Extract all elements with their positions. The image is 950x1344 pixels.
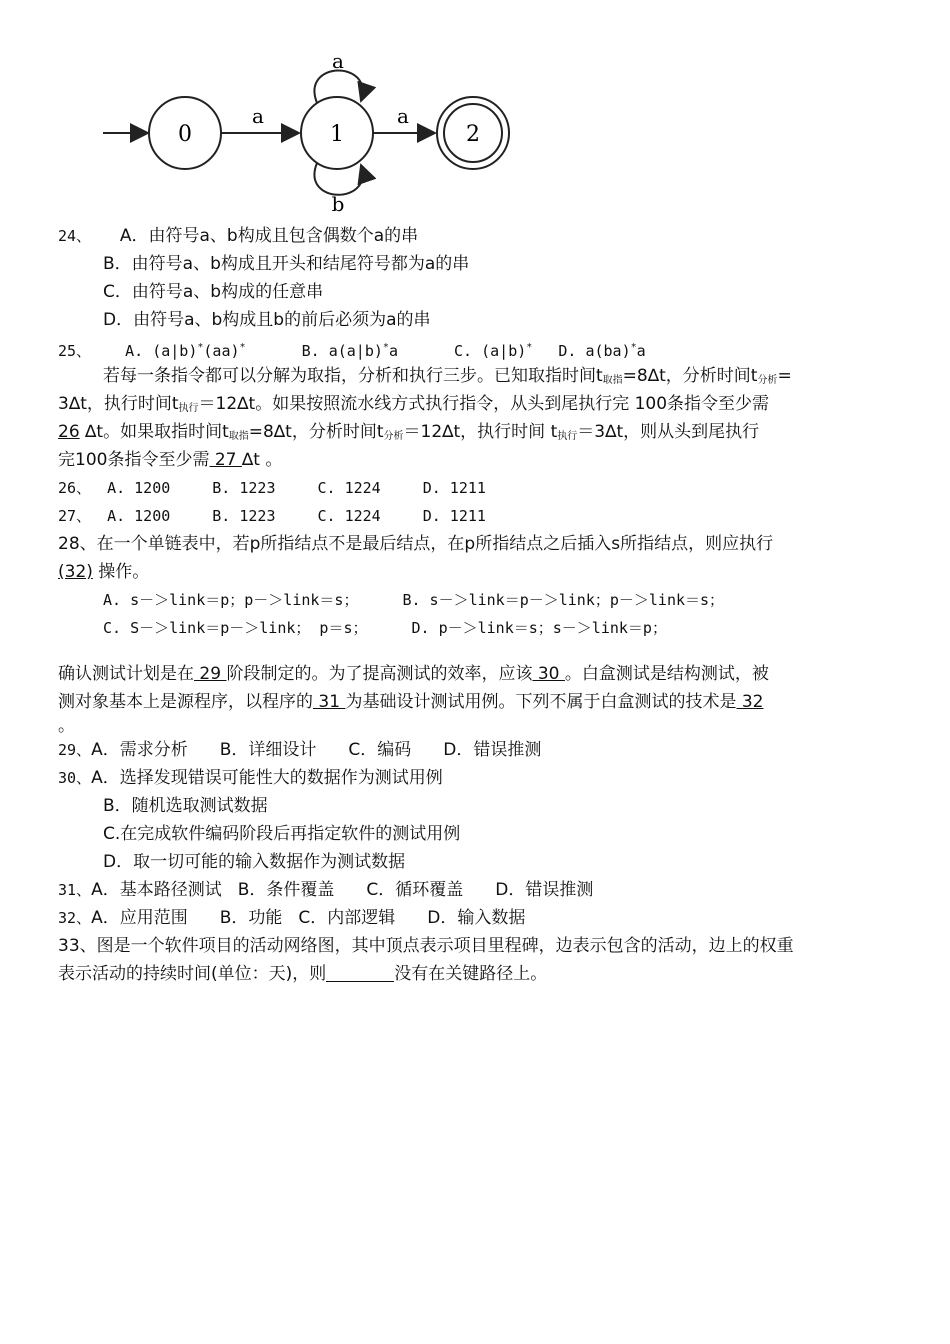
blank-32-q28: (32) [58, 562, 93, 582]
q32-option-d: D．输入数据 [427, 908, 526, 928]
q29-number: 29、 [58, 741, 92, 759]
blank-32: 32 [736, 692, 764, 712]
q25-d-sup: * [630, 342, 637, 353]
q28-option-a: A. s－＞link＝p；p－＞link＝s； [103, 591, 359, 609]
q32-line [58, 904, 525, 932]
q32-option-a: A．应用范围 [91, 908, 188, 928]
q32-option-b: B．功能 [219, 908, 283, 928]
sub-analyze-2: 分析 [383, 431, 404, 442]
q31-option-a: A．基本路径测试 [91, 880, 222, 900]
q29-option-c: C．编码 [348, 740, 412, 760]
q27-option-b: B. 1223 [212, 507, 276, 525]
q27-option-d: D. 1211 [422, 507, 486, 525]
q27-option-c: C. 1224 [317, 507, 381, 525]
q25-d-rest: a [636, 342, 646, 360]
q25-a-sup: * [197, 342, 204, 353]
pipeline-text-2a: 3∆t，执行时间t [58, 394, 179, 414]
loop-top [314, 70, 362, 103]
q25-line [58, 334, 646, 365]
q30-option-b: B．随机选取测试数据 [103, 796, 268, 816]
pipeline-text-3c: ＝12∆t，执行时间 t [403, 422, 558, 442]
q29-line [58, 736, 541, 764]
pipeline-text-4a: 完100条指令至少需 [58, 450, 210, 470]
q25-option-d [558, 342, 645, 360]
sub-analyze: 分析 [757, 375, 778, 386]
q31-line [58, 876, 593, 904]
q28-option-c: C. S－＞link＝p－＞link； p＝s； [103, 619, 368, 637]
q26-option-a: A. 1200 [107, 479, 171, 497]
pipeline-text-1a: 若每一条指令都可以分解为取指，分析和执行三步。已知取指时间t [103, 366, 603, 386]
q33-answer-blank [326, 963, 394, 982]
blank-31: 31 [313, 692, 346, 712]
q30-option-a: A．选择发现错误可能性大的数据作为测试用例 [91, 768, 443, 788]
pipeline-text-3b: =8∆t，分析时间t [248, 422, 384, 442]
sub-fetch: 取指 [602, 375, 623, 386]
q27-line [58, 502, 486, 530]
q24-number: 24、 [58, 227, 92, 245]
q30-line-a [58, 764, 443, 792]
q28-option-b: B. s－＞link＝p－＞link；p－＞link＝s； [402, 591, 725, 609]
q24-line-a [58, 222, 418, 250]
q25-b-sup: * [382, 342, 389, 353]
q33-text-2b: 没有在关键路径上。 [394, 964, 548, 984]
q25-c-sup: * [526, 342, 533, 353]
testing-text-1a: 确认测试计划是在 [58, 664, 194, 684]
q30-option-c: C.在完成软件编码阶段后再指定软件的测试用例 [103, 824, 461, 844]
pipeline-text-1c: = [777, 366, 792, 386]
q25-d-main: D. a(ba) [558, 342, 631, 360]
sub-exec: 执行 [178, 403, 199, 414]
q27-number: 27、 [58, 507, 92, 525]
q26-line [58, 474, 486, 502]
q33-text-2a: 表示活动的持续时间(单位：天)，则 [58, 964, 327, 984]
q25-b-rest: a [388, 342, 398, 360]
testing-text-1c: 。白盒测试是结构测试，被 [564, 664, 769, 684]
pipeline-line-4 [58, 446, 282, 474]
pipeline-text-4b: ∆t 。 [241, 450, 283, 470]
q30-option-d: D．取一切可能的输入数据作为测试数据 [103, 852, 406, 872]
testing-text-2a: 测对象基本上是源程序，以程序的 [58, 692, 313, 712]
q26-option-c: C. 1224 [317, 479, 381, 497]
q25-c-main: C. (a|b) [454, 342, 527, 360]
testing-line-1 [58, 660, 769, 688]
q24-option-c: C．由符号a、b构成的任意串 [103, 282, 324, 302]
q28-stem-1: 28、在一个单链表中，若p所指结点不是最后结点，在p所指结点之后插入s所指结点，则应执行 [58, 534, 774, 554]
q29-option-a: A．需求分析 [91, 740, 188, 760]
q25-option-c [454, 342, 532, 360]
q31-option-c: C．循环覆盖 [366, 880, 464, 900]
state-0-label: 0 [178, 122, 192, 147]
q28-stem-2-text: 操作。 [92, 562, 150, 582]
q24-option-a: A．由符号a、b构成且包含偶数个a的串 [119, 226, 419, 246]
q24-option-b: B．由符号a、b构成且开头和结尾符号都为a的串 [103, 254, 470, 274]
q25-number: 25、 [58, 342, 92, 360]
testing-text-2b: 为基础设计测试用例。下列不属于白盒测试的技术是 [345, 692, 737, 712]
q26-option-b: B. 1223 [212, 479, 276, 497]
q25-option-a [125, 342, 245, 360]
transition-1-2-label: a [397, 104, 409, 128]
q31-option-d: D．错误推测 [495, 880, 594, 900]
testing-line-2 [58, 688, 764, 716]
state-diagram [95, 55, 515, 215]
q26-option-d: D. 1211 [422, 479, 486, 497]
q25-a-rest: (aa) [203, 342, 240, 360]
loop-bottom [314, 163, 362, 195]
q24-option-d: D．由符号a、b构成且b的前后必须为a的串 [103, 310, 431, 330]
pipeline-text-1b: =8∆t，分析时间t [622, 366, 758, 386]
blank-27: 27 [209, 450, 242, 470]
q25-option-b [302, 342, 398, 360]
q28-line-ab [103, 586, 724, 614]
q27-option-a: A. 1200 [107, 507, 171, 525]
q28-option-d: D. p－＞link＝s；s－＞link＝p； [411, 619, 667, 637]
q25-a-sup2: * [239, 342, 246, 353]
testing-text-1b: 阶段制定的。为了提高测试的效率，应该 [226, 664, 533, 684]
q31-number: 31、 [58, 881, 92, 899]
q25-b-main: B. a(a|b) [301, 342, 383, 360]
q25-a-main: A. (a|b) [125, 342, 198, 360]
blank-29: 29 [194, 664, 227, 684]
loop-bottom-label: b [331, 192, 345, 215]
state-2-label: 2 [466, 122, 480, 147]
q29-option-d: D．错误推测 [443, 740, 542, 760]
q26-number: 26、 [58, 479, 92, 497]
pipeline-text-3a: ∆t。如果取指时间t [79, 422, 229, 442]
q31-option-b: B．条件覆盖 [237, 880, 335, 900]
q28-stem-2 [58, 558, 149, 586]
q33-line-2 [58, 960, 547, 988]
q30-number: 30、 [58, 769, 92, 787]
sub-exec-2: 执行 [557, 431, 578, 442]
q33-line-1: 33、图是一个软件项目的活动网络图，其中顶点表示项目里程碑，边表示包含的活动，边上的权重 [58, 936, 794, 956]
transition-0-1-label: a [252, 104, 264, 128]
blank-26: 26 [58, 422, 80, 442]
blank-30: 30 [532, 664, 565, 684]
q29-option-b: B．详细设计 [219, 740, 317, 760]
sub-fetch-2: 取指 [228, 431, 249, 442]
q28-line-cd [103, 614, 667, 642]
pipeline-text-2b: ＝12∆t。如果按照流水线方式执行指令，从头到尾执行完 100条指令至少需 [198, 394, 770, 414]
testing-line-3: 。 [58, 716, 75, 736]
q32-number: 32、 [58, 909, 92, 927]
state-1-label: 1 [330, 122, 344, 147]
pipeline-text-3d: ＝3∆t，则从头到尾执行 [577, 422, 760, 442]
loop-top-label: a [332, 55, 344, 73]
q32-option-c: C．内部逻辑 [298, 908, 396, 928]
